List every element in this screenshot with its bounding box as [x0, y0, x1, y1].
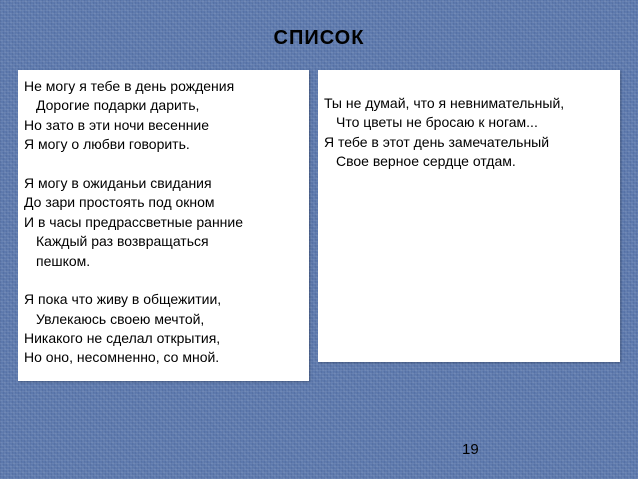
poem-box-right [318, 70, 620, 362]
stanza-gap [24, 271, 243, 290]
poem-line: Я тебе в этот день замечательный [324, 133, 550, 150]
poem-line: Я могу о любви говорить. [24, 136, 190, 153]
poem-line: Никакого не сделал открытия, [24, 330, 221, 347]
poem-text-right [324, 94, 564, 172]
poem-text-left [24, 77, 243, 368]
poem-line: Дорогие подарки дарить, [36, 97, 200, 114]
poem-line: Но зато в эти ночи весенние [24, 116, 210, 133]
poem-line: И в часы предрассветные ранние [24, 213, 244, 230]
poem-line: Каждый раз возвращаться [36, 233, 209, 250]
poem-line: До зари простоять под окном [24, 194, 215, 211]
poem-line: Увлекаюсь своею мечтой, [36, 310, 205, 327]
poem-line: Ты не думай, что я невнимательный, [324, 95, 565, 111]
poem-line: Я пока что живу в общежитии, [24, 291, 222, 308]
poem-line: Я могу в ожиданьи свидания [24, 174, 212, 191]
poem-box-left [18, 70, 309, 381]
poem-line: Что цветы не бросаю к ногам... [336, 114, 538, 131]
poem-line: пешком. [36, 252, 91, 269]
stanza-gap [24, 155, 243, 174]
poem-line: Свое верное сердце отдам. [336, 153, 516, 170]
poem-line: Не могу я тебе в день рождения [24, 78, 235, 94]
slide-title: СПИСОК [273, 27, 365, 49]
poem-line: Но оно, несомненно, со мной. [24, 349, 220, 366]
page-number: 19 [462, 441, 479, 458]
